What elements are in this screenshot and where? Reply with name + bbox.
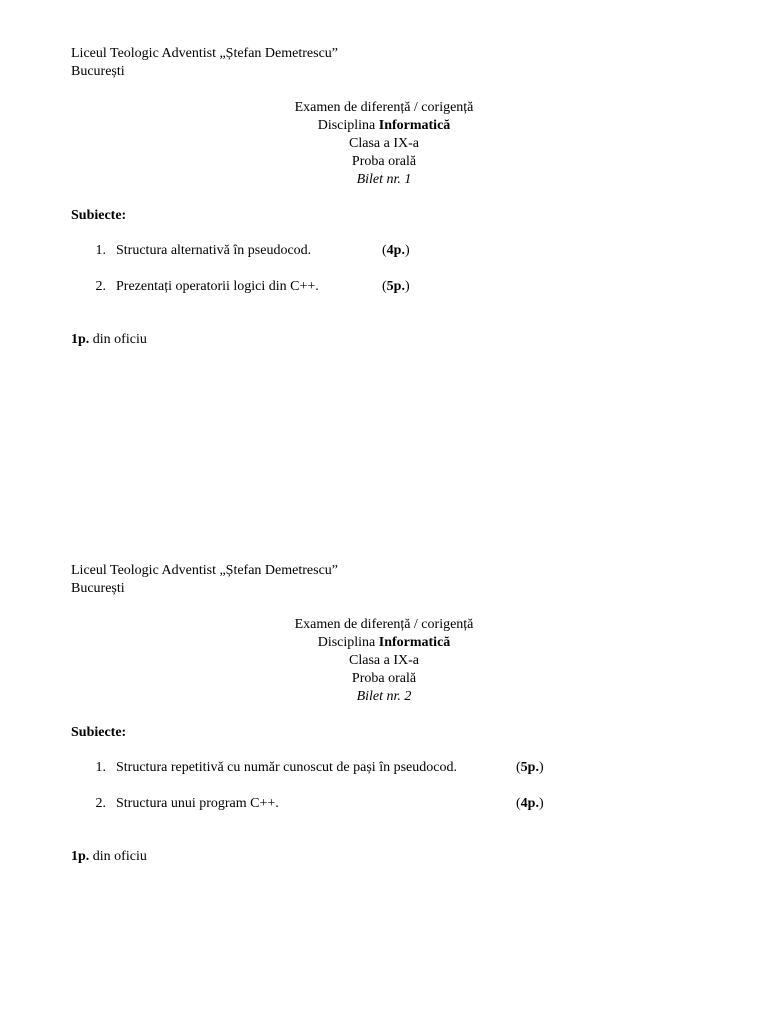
- discipline-name: Informatică: [378, 635, 451, 650]
- city-name: București: [71, 581, 125, 596]
- ticket-number: Bilet nr. 1: [356, 172, 412, 187]
- exam-ticket-2: [0, 517, 768, 917]
- points-value: 5p.: [386, 279, 405, 294]
- subjects-heading: Subiecte:: [71, 725, 127, 740]
- subject-number: 1.: [95, 760, 106, 775]
- subject-text: Prezentați operatorii logici din C++.: [116, 279, 319, 294]
- subject-number: 1.: [95, 243, 106, 258]
- exam-ticket-1: [0, 0, 768, 400]
- school-name: Liceul Teologic Adventist „Ștefan Demetrescu”: [71, 46, 339, 61]
- oficiu-text: din oficiu: [89, 332, 147, 347]
- exam-header: [0, 616, 768, 706]
- oficiu-text: din oficiu: [89, 849, 147, 864]
- class-line: Clasa a IX-a: [349, 136, 419, 151]
- discipline-line: [0, 117, 768, 135]
- subject-points: (5p.): [516, 760, 544, 775]
- proba-line: Proba orală: [351, 671, 417, 686]
- discipline-line: [0, 634, 768, 652]
- class-line: Clasa a IX-a: [349, 653, 419, 668]
- subject-item: [0, 759, 768, 777]
- oficiu-line: [71, 331, 147, 349]
- discipline-prefix: Disciplina: [317, 118, 379, 133]
- exam-title: Examen de diferență / corigență: [294, 100, 474, 115]
- proba-line: Proba orală: [351, 154, 417, 169]
- subject-number: 2.: [95, 279, 106, 294]
- points-value: 4p.: [520, 796, 539, 811]
- subject-number: 2.: [95, 796, 106, 811]
- subject-item: [0, 242, 768, 260]
- subject-text: Structura alternativă în pseudocod.: [116, 243, 312, 258]
- subject-points: (5p.): [382, 279, 410, 294]
- oficiu-line: [71, 848, 147, 866]
- points-value: 5p.: [520, 760, 539, 775]
- exam-header: [0, 99, 768, 189]
- discipline-name: Informatică: [378, 118, 451, 133]
- subject-text: Structura unui program C++.: [116, 796, 279, 811]
- ticket-number: Bilet nr. 2: [356, 689, 412, 704]
- subject-points: (4p.): [382, 243, 410, 258]
- exam-title: Examen de diferență / corigență: [294, 617, 474, 632]
- discipline-prefix: Disciplina: [317, 635, 379, 650]
- oficiu-points: 1p.: [71, 849, 90, 864]
- subjects-heading: Subiecte:: [71, 208, 127, 223]
- school-name: Liceul Teologic Adventist „Ștefan Demetrescu”: [71, 563, 339, 578]
- subject-text: Structura repetitivă cu număr cunoscut de pași în pseudocod.: [116, 760, 457, 775]
- city-name: București: [71, 64, 125, 79]
- subject-item: [0, 795, 768, 813]
- subject-points: (4p.): [516, 796, 544, 811]
- points-value: 4p.: [386, 243, 405, 258]
- subject-item: [0, 278, 768, 296]
- oficiu-points: 1p.: [71, 332, 90, 347]
